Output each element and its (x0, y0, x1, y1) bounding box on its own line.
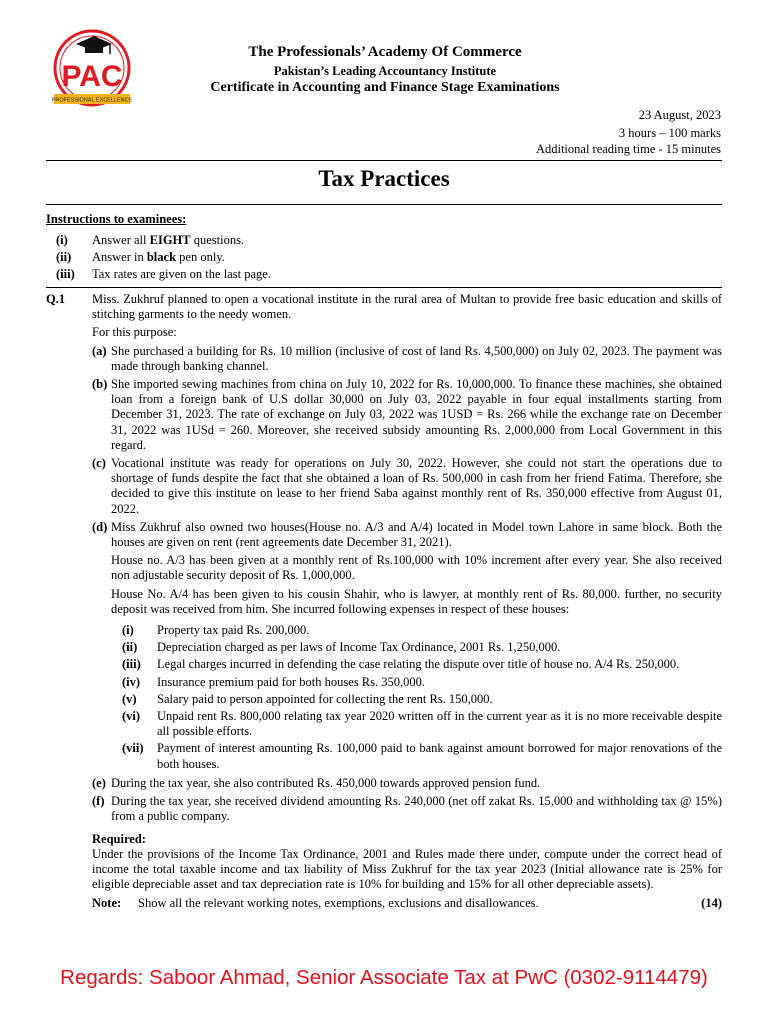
question-number: Q.1 (46, 292, 66, 306)
expense-item: (i) Property tax paid Rs. 200,000. (122, 623, 310, 638)
instruction-item (46, 232, 722, 249)
instructions-list (46, 232, 722, 283)
academy-tagline: Pakistan’s Leading Accountancy Institute (273, 64, 497, 78)
expense-item: (ii) Depreciation charged as per laws of Income Tax Ordinance, 2001 Rs. 1,250,000. (122, 640, 561, 655)
instruction-item (46, 266, 722, 283)
divider (46, 160, 722, 161)
part-text: She purchased a building for Rs. 10 million (inclusive of cost of land Rs. 4,500,000) on July 02, 2023. The payment was made through banking channel. (111, 343, 722, 373)
part-text: During the tax year, she also contributed Rs. 450,000 towards approved pension fund. (111, 775, 541, 790)
part-label: (f) (92, 794, 105, 809)
part-d (92, 520, 722, 620)
divider (46, 287, 722, 288)
part-text: Miss Zukhruf also owned two houses(House no. A/3 and A/4) located in Model town Lahore in same block. Both the houses are given on rent (rent agreements date December 31, 2021). (111, 519, 722, 550)
instruction-text: Answer all EIGHT questions. (92, 233, 245, 247)
part-label: (b) (92, 377, 108, 392)
house-a3-text: House no. A/3 has been given at a monthly rent of Rs.100,000 with 10% increment after every year. She also received non adjustable security deposit of Rs. 1,000,000. (111, 553, 722, 583)
question-intro: Miss. Zukhruf planned to open a vocational institute in the rural area of Multan to provide free basic education and skills of stitching garments to the needy women. (92, 292, 722, 322)
expense-item: (iv) Insurance premium paid for both houses Rs. 350,000. (122, 674, 426, 689)
part-a (92, 344, 722, 374)
expense-list (92, 623, 722, 772)
instruction-text: Answer in black pen only. (92, 250, 225, 264)
instruction-text: Tax rates are given on the last page. (92, 267, 271, 281)
part-label: (c) (92, 456, 106, 471)
expense-item: (v) Salary paid to person appointed for collecting the rent Rs. 150,000. (122, 691, 493, 706)
logo-tagline: PROFESSIONAL EXCELLENCE (52, 97, 132, 104)
paper-title: Tax Practices (318, 166, 450, 191)
pac-logo (52, 28, 132, 114)
question-body (46, 292, 722, 912)
part-label: (e) (92, 775, 106, 790)
exam-name: Certificate in Accounting and Finance Stage Examinations (210, 80, 560, 95)
instruction-item (46, 249, 722, 266)
note-label: Note: (92, 896, 122, 911)
instruction-number: (i) (56, 233, 68, 247)
pac-logo-graphic (52, 28, 132, 114)
part-f (92, 794, 722, 824)
instructions-heading: Instructions to examinees: (46, 212, 187, 226)
expense-item: (vi) Unpaid rent Rs. 800,000 relating tax year 2020 written off in the current year as it is no more receivable despite all possible efforts. (122, 709, 722, 739)
question-marks: (14) (701, 896, 722, 911)
part-label: (a) (92, 343, 107, 358)
part-label: (d) (92, 519, 108, 534)
reading-time: Additional reading time - 15 minutes (535, 142, 721, 156)
part-text: Vocational institute was ready for operations on July 30, 2022. However, she could not start the operations due to shortage of funds despite the fact that she obtained a loan of Rs. 500,000 in cash from her friend Fatima. Therefore, she decided to give this institute on lease to her friend Saba against monthly rent of Rs. 350,000 effective from August 01, 2022. (111, 456, 722, 516)
expense-item: (vii) Payment of interest amounting Rs. 100,000 paid to bank against amount borrowed for major renovations of the both houses. (122, 741, 722, 771)
instruction-number: (ii) (56, 250, 72, 264)
expense-item: (iii) Legal charges incurred in defending the case relating the dispute over title of house no. A/4 Rs. 250,000. (122, 657, 680, 672)
academy-name: The Professionals’ Academy Of Commerce (248, 44, 522, 60)
divider (46, 204, 722, 205)
house-a4-text: House No. A/4 has been given to his cousin Shahir, who is lawyer, at monthly rent of Rs. 80,000. further, no security deposit was received from him. She incurred following expenses in respect of these houses: (111, 586, 722, 616)
part-e (92, 776, 722, 791)
note-text: Show all the relevant working notes, exemptions, exclusions and disallowances. (138, 896, 539, 911)
required-text: Under the provisions of the Income Tax Ordinance, 2001 and Rules made there under, compute under the correct head of income the total taxable income and tax liability of Miss Zukhruf for the tax year 2023 (Initial allowance rate is 25% for eligible depreciable asset and tax depreciation rate is 10% for building and 15% for all other depreciable assets). (92, 846, 722, 892)
instruction-number: (iii) (56, 267, 75, 281)
part-d-content (111, 520, 722, 620)
note-row (92, 896, 722, 911)
footer-credit: Regards: Saboor Ahmad, Senior Associate Tax at PwC (0302-9114479) (60, 966, 708, 989)
exam-date: 23 August, 2023 (638, 108, 721, 122)
question (46, 292, 722, 828)
question-purpose: For this purpose: (92, 325, 177, 340)
part-text: During the tax year, she received dividend amounting Rs. 240,000 (net off zakat Rs. 15,000 and withholding tax @ 15%) from a public company. (111, 794, 722, 824)
question-content (92, 292, 722, 828)
part-text: She imported sewing machines from china on July 10, 2022 for Rs. 10,000,000. To finance these machines, she obtained loan from a foreign bank of U.S dollar 30,000 on July 03, 2022 payable in four equal installments starting from December 31, 2023. The rate of exchange on July 03, 2022 was 1USD = Rs. 266 while the exchange rate on December 31, 2022 was 1USd = 260. Moreover, she received subsidy amounting Rs. 2,000,000 from Local Government in this regard. (111, 377, 722, 452)
part-c (92, 456, 722, 517)
logo-text: PAC (61, 60, 123, 93)
exam-duration: 3 hours – 100 marks (618, 126, 721, 140)
part-b (92, 377, 722, 453)
required-heading: Required: (92, 831, 146, 846)
